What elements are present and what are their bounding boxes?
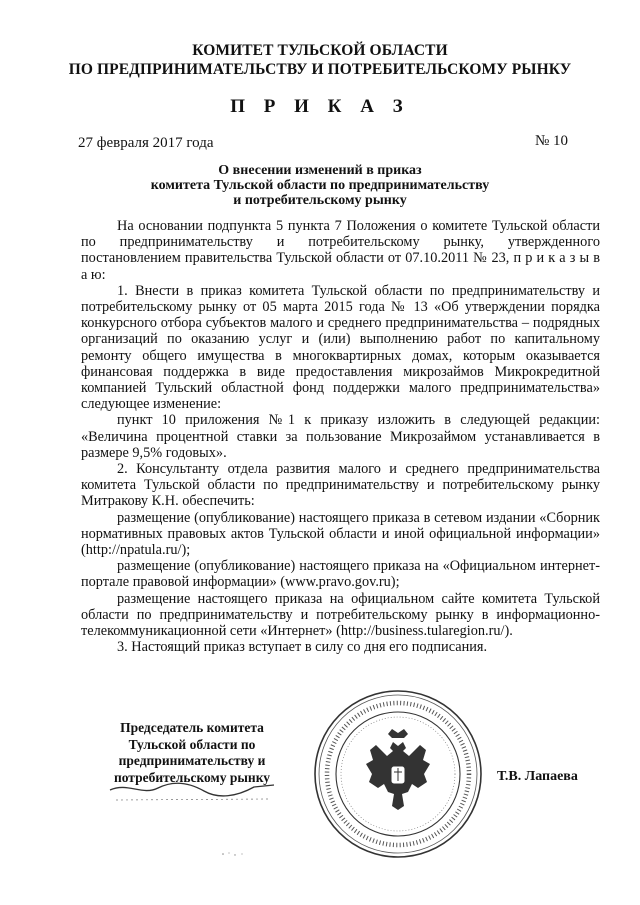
- order-body: [81, 218, 600, 655]
- subject-line2: комитета Тульской области по предпринимательству: [150, 178, 490, 193]
- document-date: 27 февраля 2017 года: [78, 135, 214, 151]
- signer-title-line1: Председатель комитета: [120, 720, 264, 735]
- paragraph-publication-site: размещение настоящего приказа на официальном сайте комитета Тульской области по предпринимательству и потребительскому рынку в информационно-телекоммуникационной сети «Интернет» (http://business.tularegion.ru/).: [81, 590, 600, 640]
- paragraph-publication-npatula: размещение (опубликование) настоящего приказа в сетевом издании «Сборник нормативных правовых актов Тульской области и иной официальной информации» (http://npatula.ru/);: [81, 509, 600, 559]
- official-seal-emblem: [312, 688, 484, 860]
- org-name-line2: ПО ПРЕДПРИНИМАТЕЛЬСТВУ И ПОТРЕБИТЕЛЬСКОМУ РЫНКУ: [68, 61, 572, 78]
- handwritten-signature: [108, 780, 278, 806]
- signer-name: Т.В. Лапаева: [497, 769, 578, 784]
- paragraph-item-3: 3. Настоящий приказ вступает в силу со дня его подписания.: [117, 639, 488, 656]
- subject-line1: О внесении изменений в приказ: [218, 163, 422, 178]
- paragraph-basis: На основании подпункта 5 пункта 7 Положения о комитете Тульской области по предпринимательству и потребительскому рынку, утвержденного постановлением правительства Тульской области от 07.10.2011 № 23, п р и к а з ы в а ю:: [81, 218, 600, 283]
- subject-line3: и потребительскому рынку: [233, 193, 407, 208]
- paragraph-item-2: 2. Консультанту отдела развития малого и среднего предпринимательства комитета Тульской области по предпринимательству и потребительскому рынку Митракову К.Н. обеспечить:: [81, 461, 600, 510]
- signer-title: [97, 720, 287, 786]
- paragraph-item-1: 1. Внести в приказ комитета Тульской области по предпринимательству и потребительскому рынку от 05 марта 2015 года № 13 «Об утверждении порядка конкурсного отбора субъектов малого и среднего предпринимательства – подрядных организаций по оказанию услуг и (или) выполнению работ по капитальному ремонту общего имущества в многоквартирных домах, которым оказывается финансовая поддержка в виде предоставления микрозаймов Микрокредитной компанией Тульский областной фонд поддержки малого предпринимательства» следующее изменение:: [81, 282, 600, 413]
- org-name-line1: КОМИТЕТ ТУЛЬСКОЙ ОБЛАСТИ: [192, 42, 448, 59]
- signer-title-line3: предпринимательству и: [118, 753, 266, 768]
- scan-specks: [220, 850, 250, 858]
- signer-title-line4: потребительскому рынку: [113, 769, 271, 785]
- paragraph-new-wording: пункт 10 приложения №1 к приказу изложить в следующей редакции: «Величина процентной ставки за пользование Микрозаймом устанавливается в размере 9,5% годовых».: [81, 412, 600, 461]
- signer-title-line2: Тульской области по: [128, 736, 256, 752]
- document-number: № 10: [534, 133, 568, 149]
- document-type: П Р И К А З: [230, 96, 410, 117]
- paragraph-publication-pravo: размещение (опубликование) настоящего приказа на «Официальном интернет-портале правовой информации» (www.pravo.gov.ru);: [81, 558, 600, 591]
